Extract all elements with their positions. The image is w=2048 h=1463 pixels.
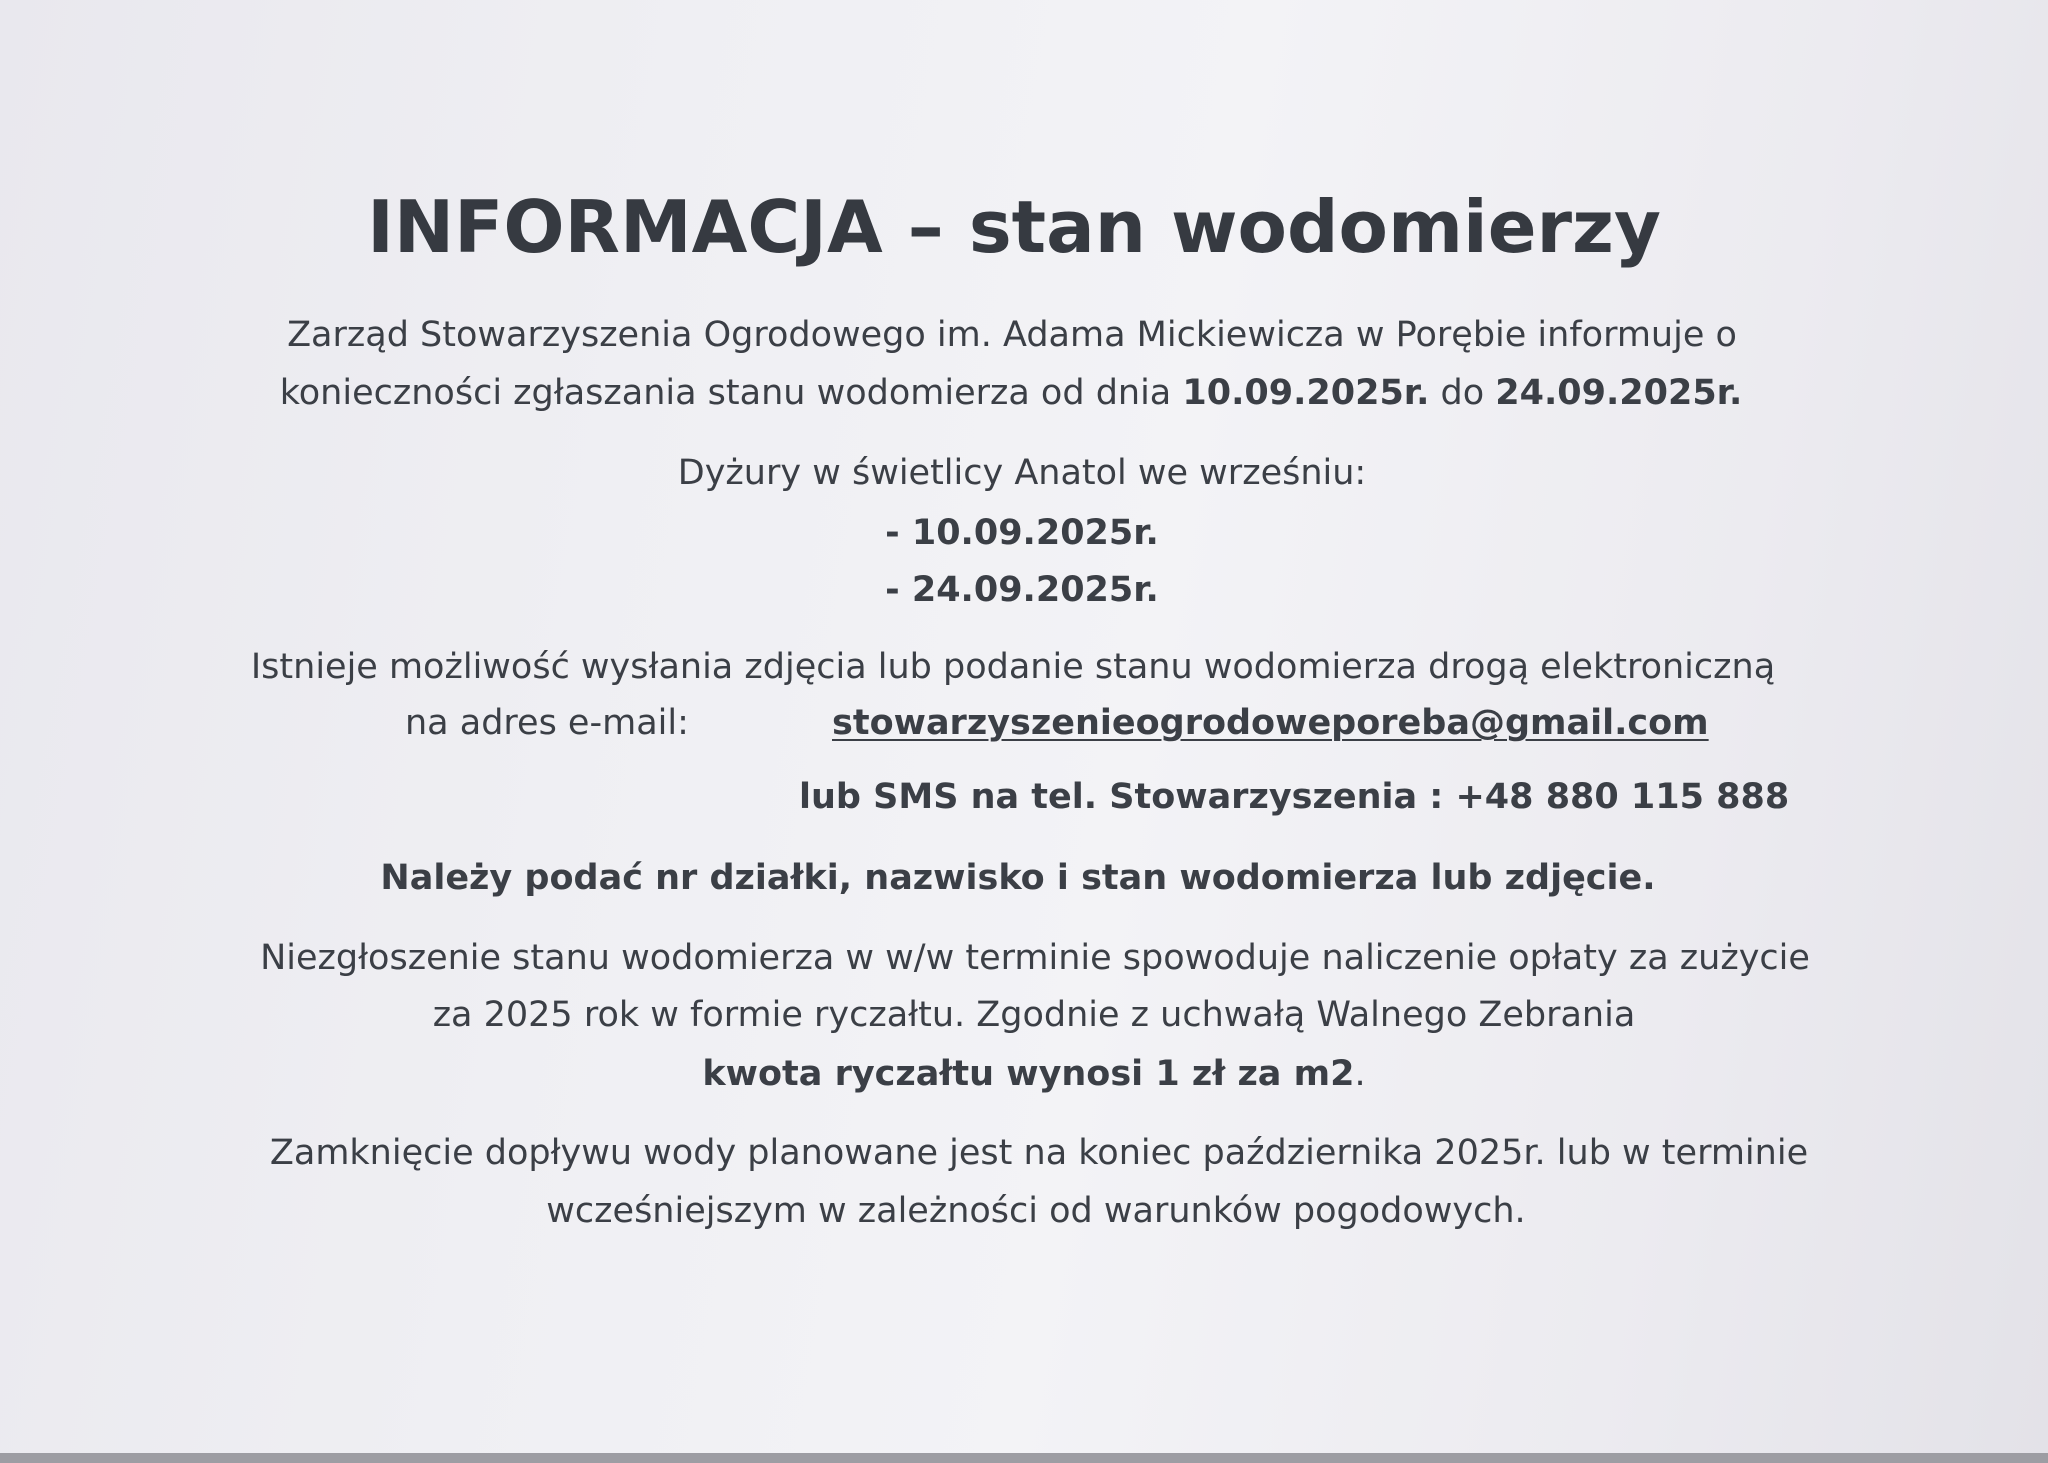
date-from: 10.09.2025r. [1182, 373, 1430, 413]
contact-line-1: Istnieje możliwość wysłania zdjęcia lub podanie stanu wodomierza drogą elektroniczną [250, 647, 1776, 687]
date-to: 24.09.2025r. [1495, 373, 1743, 413]
flat-rate-line-1: Niezgłoszenie stanu wodomierza w w/w terminie spowoduje naliczenie opłaty za zużycie [260, 938, 1810, 978]
duty-date-1: - 10.09.2025r. [885, 513, 1159, 553]
flat-rate-amount-row [10, 1053, 2048, 1095]
flat-rate-period: . [1354, 1054, 1366, 1094]
email-link[interactable]: stowarzyszenieogrodoweporeba@gmail.com [832, 703, 1709, 743]
page-title: INFORMACJA – stan wodomierzy [367, 185, 1661, 269]
desk-edge [0, 1453, 2048, 1463]
intro-text: konieczności zgłaszania stanu wodomierza od dnia [279, 373, 1183, 413]
flat-rate-line-2: za 2025 rok w formie ryczałtu. Zgodnie z uchwałą Walnego Zebrania [432, 995, 1636, 1035]
duty-heading: Dyżury w świetlicy Anatol we wrześniu: [677, 453, 1367, 493]
closure-line-2: wcześniejszym w zależności od warunków pogodowych. [546, 1191, 1526, 1231]
duty-date-2: - 24.09.2025r. [885, 570, 1159, 610]
intro-line-1: Zarząd Stowarzyszenia Ogrodowego im. Adama Mickiewicza w Porębie informuje o [287, 315, 1737, 355]
intro-line-2 [0, 372, 2035, 414]
sms-contact: lub SMS na tel. Stowarzyszenia : +48 880 115 888 [799, 777, 1790, 817]
closure-line-1: Zamknięcie dopływu wody planowane jest na koniec października 2025r. lub w terminie [269, 1133, 1809, 1173]
required-info: Należy podać nr działki, nazwisko i stan wodomierza lub zdjęcie. [380, 858, 1656, 898]
email-label: na adres e-mail: [405, 703, 689, 743]
flat-rate-amount: kwota ryczałtu wynosi 1 zł za m2 [702, 1054, 1355, 1094]
intro-connector: do [1429, 373, 1496, 413]
